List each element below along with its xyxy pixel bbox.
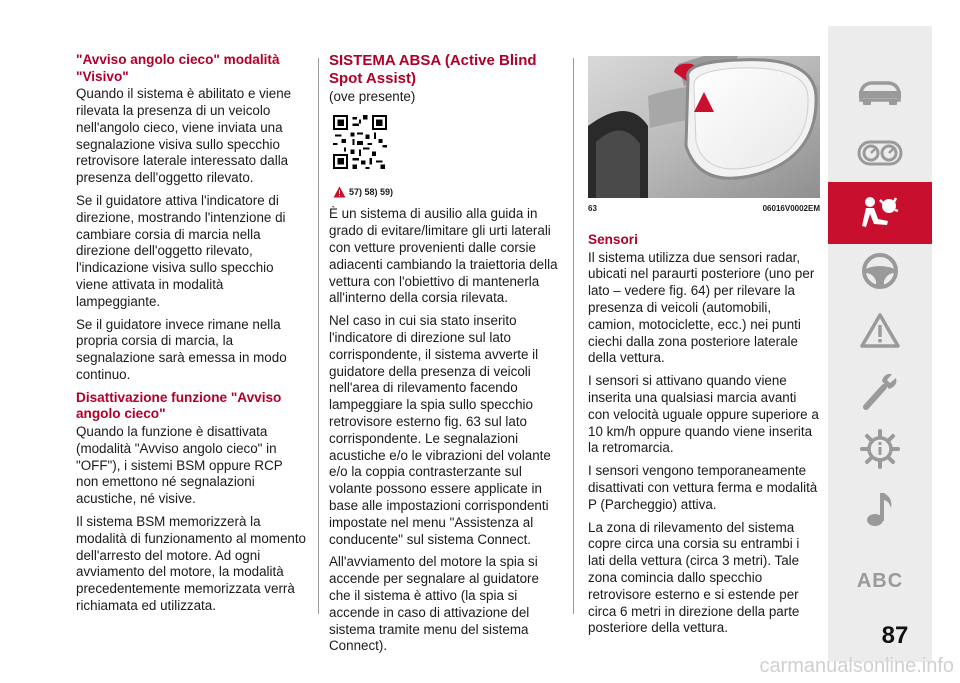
section-heading-visual-mode: "Avviso angolo cieco" modalità "Visivo" bbox=[76, 52, 280, 84]
column-left bbox=[76, 52, 308, 621]
warning-references bbox=[333, 184, 561, 201]
wrench-icon bbox=[860, 371, 900, 411]
settings-gear-icon bbox=[859, 428, 901, 470]
paragraph: Il sistema BSM memorizzerà la modalità di funzionamento al momento dell'arresto del motore. Ad ogni avviamento del motore, la modalità precedentemente memorizzata verrà richiamata ed utilizzata. bbox=[76, 513, 307, 613]
sidebar-item-emergency[interactable] bbox=[828, 300, 932, 362]
watermark: carmanualsonline.info bbox=[759, 655, 954, 677]
sidebar-item-maintenance[interactable] bbox=[828, 360, 932, 422]
car-icon bbox=[857, 78, 903, 108]
sidebar-item-safety[interactable] bbox=[828, 182, 932, 244]
figure-caption bbox=[588, 201, 820, 218]
paragraph: Quando il sistema è abilitato e viene rilevata la presenza di un veicolo nell'angolo cieco, viene inviata una segnalazione visiva sullo specchio retrovisore laterale interessato dalla presenza dell'oggetto rilevato. bbox=[76, 86, 292, 186]
sidebar-item-technical-data[interactable] bbox=[828, 418, 932, 480]
availability-note: (ove presente) bbox=[329, 89, 416, 104]
chapter-sidebar bbox=[828, 26, 932, 662]
figure-code: 06016V0002EM bbox=[762, 204, 820, 213]
sidebar-item-driving[interactable] bbox=[828, 240, 932, 302]
paragraph: È un sistema di ausilio alla guida in grado di evitare/limitare gli urti laterali con vetture provenienti dalle corsie adiacenti cambiando la traiettoria della vettura con l'obiettivo di mantenerla all'interno della corsia rilevata. bbox=[329, 206, 558, 306]
paragraph: Quando la funzione è disattivata (modalità "Avviso angolo cieco" in "OFF"), i sistemi BSM oppure RCP non emettono né segnalazioni acustiche, né visive. bbox=[76, 423, 283, 507]
page-number: 87 bbox=[881, 622, 909, 649]
column-right bbox=[588, 52, 820, 643]
sidebar-item-multimedia[interactable] bbox=[828, 478, 932, 540]
sidebar-item-vehicle[interactable] bbox=[828, 62, 932, 124]
sidebar-item-index[interactable] bbox=[828, 550, 932, 612]
warning-triangle-icon bbox=[333, 186, 346, 198]
paragraph: I sensori vengono temporaneamente disattivati con vettura ferma e modalità P (Parcheggio) attiva. bbox=[588, 463, 818, 512]
paragraph: Il sistema utilizza due sensori radar, ubicati nel paraurti posteriore (uno per lato – vedere fig. 64) per rilevare la presenza di veicoli (automobili, camion, motociclette, ecc.) nei punti ciechi dalla zona posteriore laterale della vettura. bbox=[588, 249, 815, 366]
dashboard-gauges-icon bbox=[857, 140, 903, 166]
paragraph: All'avviamento del motore la spia si accende per segnalare al guidatore che il sistema è attivo (la spia si accende in caso di attivazione del sistema tramite menu del sistema Connect). bbox=[329, 554, 539, 654]
paragraph: La zona di rilevamento del sistema copre circa una corsia su entrambi i lati della vettura (circa 3 metri). Tale zona comincia dallo specchio retrovisore esterno e si estende per circa 6 metri in direzione della parte posteriore della vettura. bbox=[588, 519, 800, 636]
column-divider bbox=[573, 58, 574, 614]
paragraph: I sensori si attivano quando viene inserita una qualsiasi marcia avanti con velocità uguale oppure superiore a 10 km/h oppure quando viene inserita la retromarcia. bbox=[588, 373, 819, 456]
steering-wheel-icon bbox=[860, 251, 900, 291]
seatbelt-airbag-icon bbox=[860, 195, 900, 231]
sidebar-item-instruments[interactable] bbox=[828, 122, 932, 184]
section-heading-sensors: Sensori bbox=[588, 231, 638, 247]
side-mirror-figure bbox=[588, 56, 820, 198]
warning-refs-label[interactable]: 57) 58) 59) bbox=[349, 186, 394, 197]
paragraph: Se il guidatore attiva l'indicatore di direzione, mostrando l'intenzione di cambiare corsia di marcia nella direzione dell'oggetto rilevato, l'indicazione visiva sullo specchio viene attivata in modalità lampeggiante. bbox=[76, 192, 286, 309]
abc-index-label: ABC bbox=[856, 569, 904, 592]
paragraph: Se il guidatore invece rimane nella propria corsia di marcia, la segnalazione sarà emessa in modo continuo. bbox=[76, 316, 287, 382]
column-divider bbox=[318, 58, 319, 614]
paragraph: Nel caso in cui sia stato inserito l'indicatore di direzione sul lato corrispondente, il sistema avverte il guidatore della presenza di veicoli nell'area di rilevamento facendo lampeggiare la spia sullo specchio retrovisore esterno fig. 63 sul lato corrispondente. Le segnalazioni acustiche e/o le vibrazioni del volante e/o la coppia contrasterzante sul volante possono essere applicate in base alle impostazioni corrispondenti impostate nel menu "Assistenza al conducente" sul sistema Connect. bbox=[329, 313, 551, 547]
column-middle bbox=[329, 52, 561, 661]
qr-code-icon[interactable] bbox=[333, 115, 387, 169]
section-title-absa: SISTEMA ABSA (Active Blind Spot Assist) bbox=[329, 52, 537, 87]
music-note-icon bbox=[865, 490, 895, 528]
section-heading-deactivation: Disattivazione funzione "Avviso angolo cieco" bbox=[76, 389, 282, 422]
figure-number: 63 bbox=[588, 204, 597, 213]
warning-triangle-icon bbox=[860, 313, 900, 349]
